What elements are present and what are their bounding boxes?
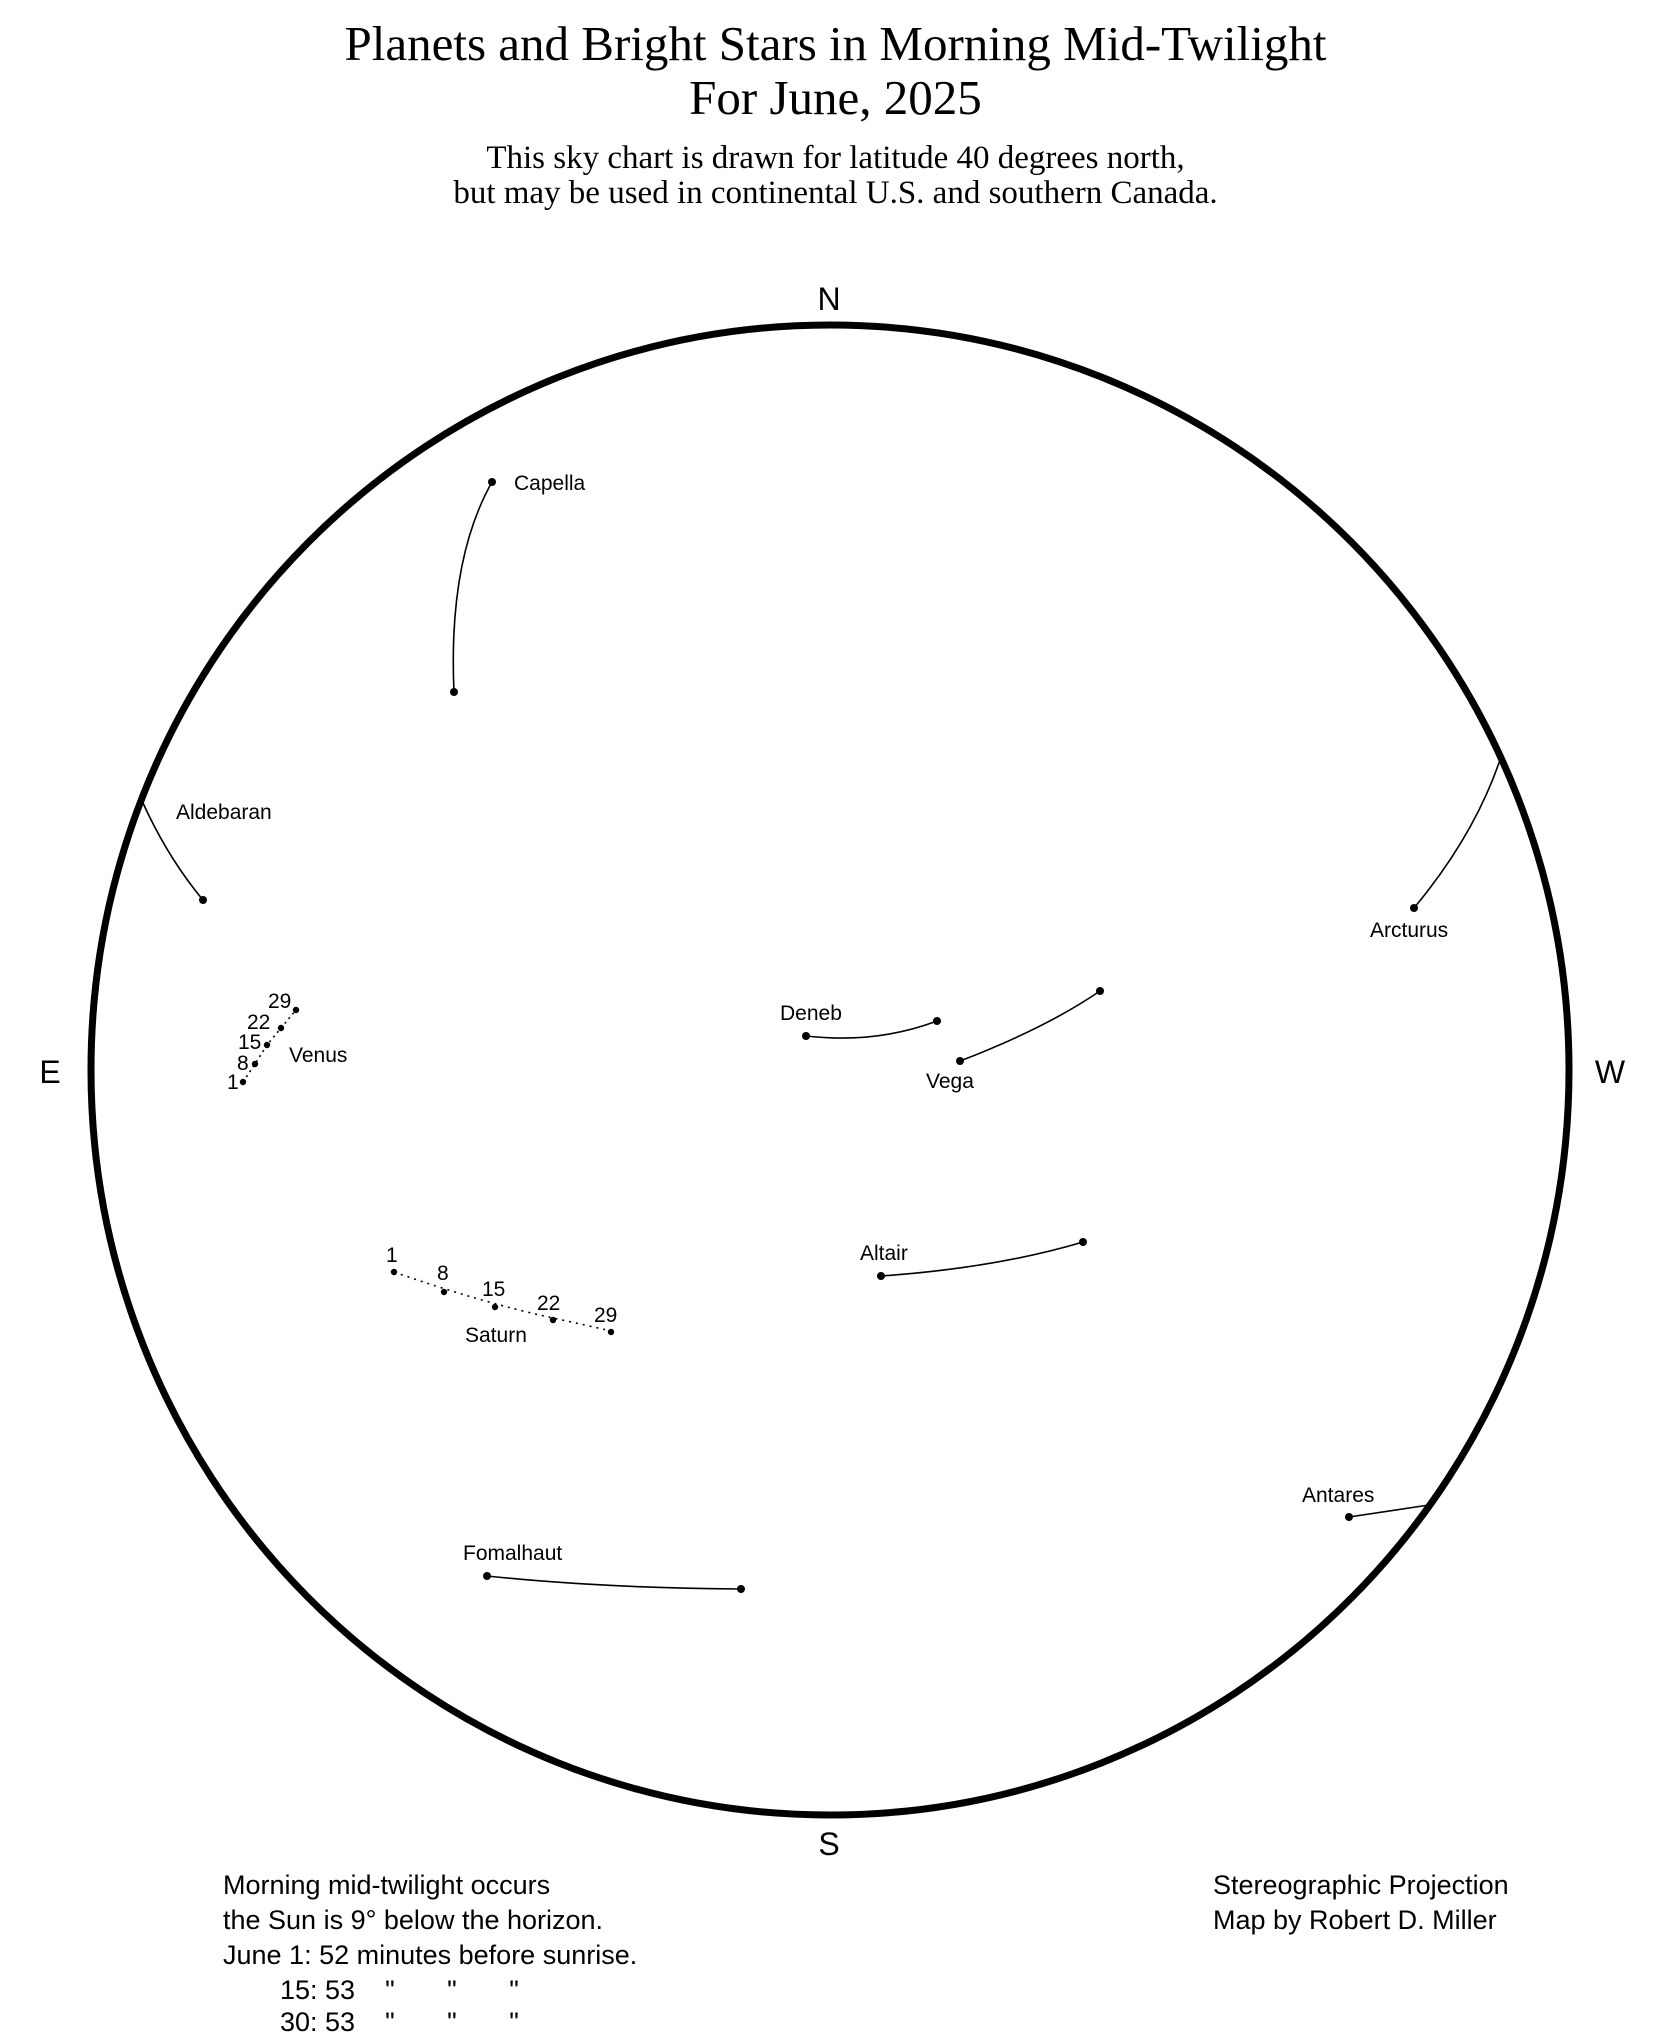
- twilight-note-line4: 15: 53 " " ": [280, 1975, 519, 2005]
- deneb-marker: [802, 1032, 810, 1040]
- saturn-date-29: 29: [594, 1304, 618, 1327]
- antares-label: Antares: [1302, 1484, 1375, 1507]
- capella-label: Capella: [514, 472, 586, 495]
- author-credit: Map by Robert D. Miller: [1213, 1905, 1497, 1935]
- venus-date-15: 15: [238, 1031, 262, 1054]
- venus-position-8: [252, 1061, 258, 1067]
- star-vega: [926, 987, 1104, 1093]
- star-antares: [1302, 1484, 1429, 1521]
- chart-month: For June, 2025: [689, 70, 982, 125]
- venus-date-22: 22: [247, 1011, 271, 1034]
- venus-position-1: [240, 1079, 246, 1085]
- fomalhaut-marker: [483, 1572, 491, 1580]
- vega-track: [960, 991, 1100, 1061]
- fomalhaut-label: Fomalhaut: [463, 1542, 563, 1565]
- twilight-note-line1: Morning mid-twilight occurs: [223, 1870, 551, 1900]
- venus-label: Venus: [289, 1044, 348, 1067]
- chart-title: Planets and Bright Stars in Morning Mid-Twilight: [344, 16, 1327, 71]
- chart-subtitle-line1: This sky chart is drawn for latitude 40 degrees north,: [486, 140, 1185, 176]
- capella-track: [453, 482, 492, 692]
- vega-marker: [956, 1057, 964, 1065]
- projection-credit: Stereographic Projection: [1213, 1870, 1509, 1900]
- twilight-note-line5: 30: 53 " " ": [280, 2007, 519, 2037]
- venus-position-22: [278, 1025, 284, 1031]
- deneb-track-end: [933, 1017, 941, 1025]
- venus-date-29: 29: [268, 990, 292, 1013]
- capella-marker: [488, 478, 496, 486]
- chart-subtitle-line2: but may be used in continental U.S. and southern Canada.: [453, 175, 1218, 211]
- saturn-position-29: [608, 1329, 614, 1335]
- arcturus-track: [1414, 760, 1500, 908]
- venus-position-29: [293, 1007, 299, 1013]
- saturn-position-1: [391, 1269, 397, 1275]
- planet-venus: [227, 990, 347, 1094]
- saturn-label: Saturn: [465, 1324, 527, 1347]
- venus-date-8: 8: [237, 1052, 249, 1075]
- deneb-label: Deneb: [780, 1002, 842, 1025]
- altair-track-end: [1079, 1238, 1087, 1246]
- saturn-date-22: 22: [537, 1292, 561, 1315]
- twilight-note-line3: June 1: 52 minutes before sunrise.: [223, 1940, 638, 1970]
- planet-saturn: [386, 1244, 617, 1347]
- saturn-date-15: 15: [482, 1278, 506, 1301]
- horizon-circle: [91, 325, 1569, 1815]
- star-deneb: [780, 1002, 941, 1040]
- aldebaran-marker: [199, 896, 207, 904]
- vega-label: Vega: [926, 1070, 974, 1093]
- saturn-date-8: 8: [437, 1262, 449, 1285]
- compass-east: E: [39, 1054, 61, 1090]
- star-arcturus: [1370, 760, 1500, 942]
- compass-south: S: [818, 1826, 840, 1862]
- venus-date-1: 1: [227, 1071, 239, 1094]
- aldebaran-label: Aldebaran: [176, 801, 272, 824]
- saturn-position-22: [550, 1317, 556, 1323]
- altair-label: Altair: [860, 1242, 908, 1265]
- star-fomalhaut: [463, 1542, 745, 1593]
- capella-track-end: [450, 688, 458, 696]
- vega-track-end: [1096, 987, 1104, 995]
- antares-marker: [1345, 1513, 1353, 1521]
- fomalhaut-track-end: [737, 1585, 745, 1593]
- twilight-note-line2: the Sun is 9° below the horizon.: [223, 1905, 604, 1935]
- altair-marker: [877, 1272, 885, 1280]
- arcturus-label: Arcturus: [1370, 919, 1449, 942]
- saturn-date-1: 1: [386, 1244, 398, 1267]
- altair-track: [881, 1242, 1083, 1276]
- compass-north: N: [817, 281, 841, 317]
- fomalhaut-track: [487, 1576, 741, 1589]
- star-capella: [450, 472, 586, 696]
- star-aldebaran: [143, 801, 272, 904]
- compass-west: W: [1594, 1054, 1626, 1090]
- arcturus-marker: [1410, 904, 1418, 912]
- saturn-position-15: [492, 1304, 498, 1310]
- star-altair: [860, 1238, 1087, 1280]
- venus-position-15: [264, 1042, 270, 1048]
- saturn-position-8: [441, 1289, 447, 1295]
